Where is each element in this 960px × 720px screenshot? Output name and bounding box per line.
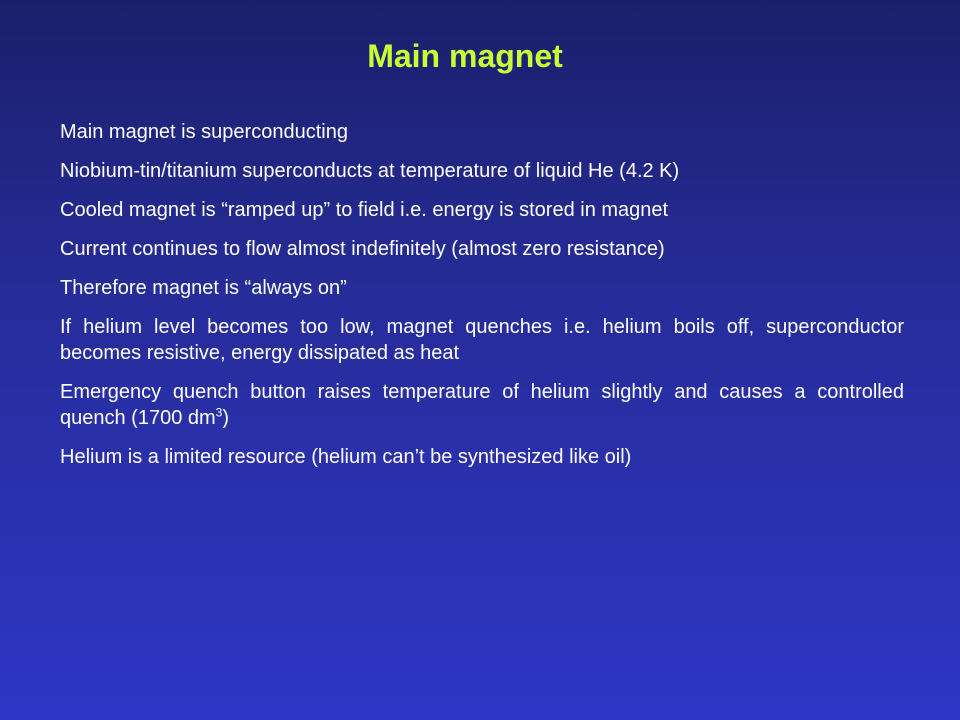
bullet-item-quench-button xyxy=(60,379,904,431)
bullet-list xyxy=(60,119,904,483)
slide-title: Main magnet xyxy=(367,38,563,74)
bullet-item-helium-level: If helium level becomes too low, magnet quenches i.e. helium boils off, superconductor becomes resistive, energy dissipated as heat xyxy=(60,316,904,364)
bullet-item-helium-resource: Helium is a limited resource (helium can’t be synthesized like oil) xyxy=(60,446,632,468)
bullet-item-niobium-tin: Niobium-tin/titanium superconducts at temperature of liquid He (4.2 K) xyxy=(60,160,680,182)
bullet-item-ramped-up: Cooled magnet is “ramped up” to field i.e. energy is stored in magnet xyxy=(60,199,669,221)
quench-button-suffix: ) xyxy=(222,407,230,429)
bullet-item-current-flow: Current continues to flow almost indefinitely (almost zero resistance) xyxy=(60,238,665,260)
cubic-superscript: 3 xyxy=(215,405,223,420)
bullet-item-superconducting: Main magnet is superconducting xyxy=(60,121,348,143)
bullet-item-always-on: Therefore magnet is “always on” xyxy=(60,277,347,299)
quench-button-text: Emergency quench button raises temperature of helium slightly and causes a controlled quench (1700 dm xyxy=(60,381,904,429)
